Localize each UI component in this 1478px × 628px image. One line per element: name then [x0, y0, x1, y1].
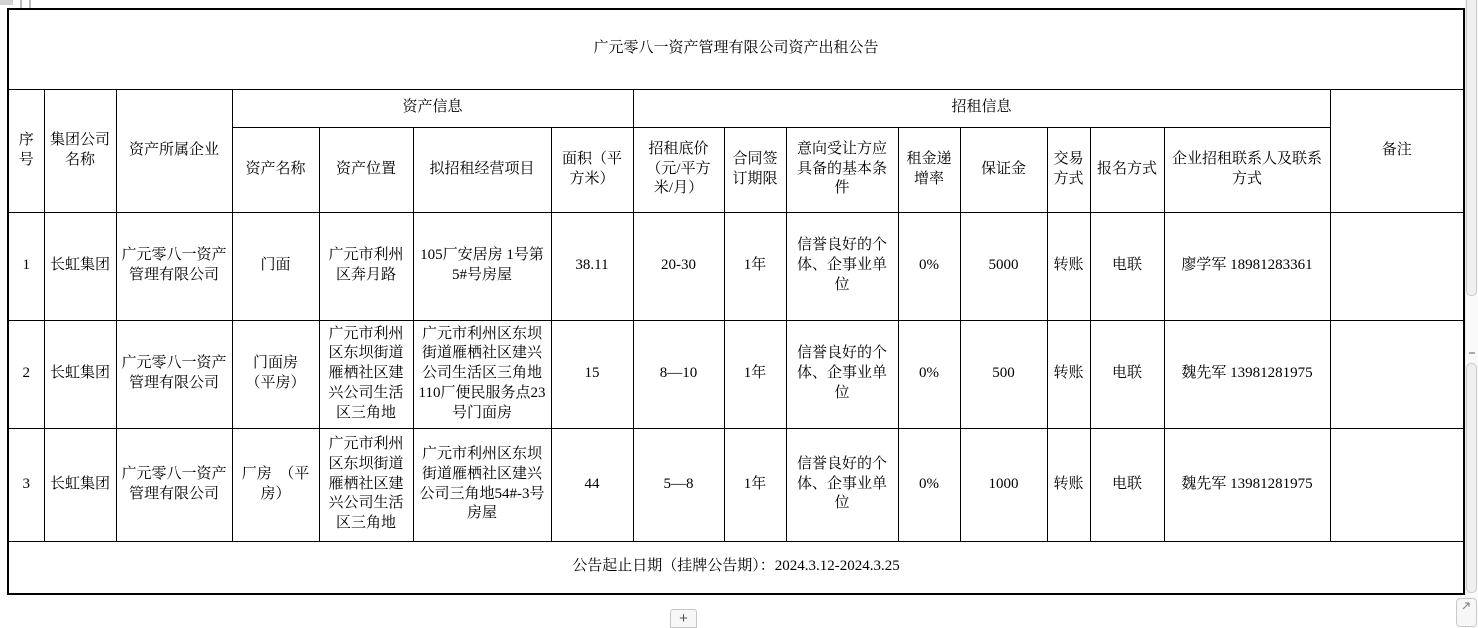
cell-base-price: 8—10: [633, 320, 724, 428]
scroll-artifact-line: [20, 0, 22, 8]
cell-group-company: 长虹集团: [44, 428, 116, 541]
table-row: [8, 212, 1464, 320]
scroll-artifact-top-left: [0, 0, 13, 5]
cell-remark: [1330, 320, 1464, 428]
cell-planned-business: 广元市利州区东坝街道雁栖社区建兴公司生活区三角地110厂便民服务点23号门面房: [413, 320, 551, 428]
cell-planned-business: 广元市利州区东坝街道雁栖社区建兴公司三角地54#-3号房屋: [413, 428, 551, 541]
scrollbar-thumb[interactable]: [1466, 363, 1477, 593]
header-contract-term: 合同签订期限: [724, 127, 786, 212]
header-registration-method: 报名方式: [1090, 127, 1164, 212]
cell-asset-name: 门面房 （平房）: [232, 320, 319, 428]
cell-area: 15: [551, 320, 633, 428]
cell-contact: 魏先军 13981281975: [1164, 428, 1330, 541]
rental-announcement-table: [7, 8, 1465, 595]
cell-area: 38.11: [551, 212, 633, 320]
header-contact: 企业招租联系人及联系方式: [1164, 127, 1330, 212]
header-rent-increase-rate: 租金递增率: [898, 127, 960, 212]
cell-group-company: 长虹集团: [44, 212, 116, 320]
cell-remark: [1330, 212, 1464, 320]
header-transferee-conditions: 意向受让方应具备的基本条件: [786, 127, 898, 212]
cell-asset-name: 门面: [232, 212, 319, 320]
cell-rent-increase-rate: 0%: [898, 428, 960, 541]
cell-base-price: 5—8: [633, 428, 724, 541]
header-owner-enterprise: 资产所属企业: [116, 89, 232, 212]
footer-row: [8, 541, 1464, 594]
header-area: 面积（平方米）: [551, 127, 633, 212]
diagonal-resize-arrow-icon: [1462, 601, 1471, 610]
cell-group-company: 长虹集团: [44, 320, 116, 428]
cell-registration-method: 电联: [1090, 320, 1164, 428]
header-asset-name: 资产名称: [232, 127, 319, 212]
header-rental-info-group: 招租信息: [633, 89, 1330, 127]
cell-seq: 2: [8, 320, 44, 428]
cell-asset-location: 广元市利州区东坝街道雁栖社区建兴公司生活区三角地: [319, 428, 413, 541]
header-asset-location: 资产位置: [319, 127, 413, 212]
cell-transaction-method: 转账: [1047, 428, 1090, 541]
cell-rent-increase-rate: 0%: [898, 320, 960, 428]
header-group-company: 集团公司名称: [44, 89, 116, 212]
table-row: [8, 428, 1464, 541]
cell-owner-enterprise: 广元零八一资产管理有限公司: [116, 320, 232, 428]
cell-transaction-method: 转账: [1047, 212, 1090, 320]
table-row: [8, 320, 1464, 428]
cell-deposit: 1000: [960, 428, 1047, 541]
header-remark: 备注: [1330, 89, 1464, 212]
cell-transaction-method: 转账: [1047, 320, 1090, 428]
cell-registration-method: 电联: [1090, 212, 1164, 320]
add-sheet-button[interactable]: +: [670, 609, 697, 628]
header-transaction-method: 交易方式: [1047, 127, 1090, 212]
announcement-period-note: 公告起止日期（挂牌公告期）：2024.3.12-2024.3.25: [8, 541, 1464, 594]
cell-planned-business: 105厂安居房 1号第 5#号房屋: [413, 212, 551, 320]
vertical-scrollbar[interactable]: [1465, 0, 1478, 628]
cell-remark: [1330, 428, 1464, 541]
cell-contract-term: 1年: [724, 212, 786, 320]
cell-base-price: 20-30: [633, 212, 724, 320]
header-base-price: 招租底价（元/平方米/月）: [633, 127, 724, 212]
cell-registration-method: 电联: [1090, 428, 1164, 541]
cell-deposit: 500: [960, 320, 1047, 428]
cell-rent-increase-rate: 0%: [898, 212, 960, 320]
cell-asset-location: 广元市利州区奔月路: [319, 212, 413, 320]
cell-deposit: 5000: [960, 212, 1047, 320]
cell-transferee-conditions: 信誉良好的个体、企事业单位: [786, 320, 898, 428]
cell-transferee-conditions: 信誉良好的个体、企事业单位: [786, 428, 898, 541]
cell-contract-term: 1年: [724, 428, 786, 541]
header-group-row: [8, 89, 1464, 127]
header-asset-info-group: 资产信息: [232, 89, 633, 127]
header-seq: 序号: [8, 89, 44, 212]
cell-area: 44: [551, 428, 633, 541]
cell-owner-enterprise: 广元零八一资产管理有限公司: [116, 212, 232, 320]
scroll-artifact-line: [29, 0, 31, 8]
cell-contract-term: 1年: [724, 320, 786, 428]
cell-seq: 3: [8, 428, 44, 541]
cell-seq: 1: [8, 212, 44, 320]
cell-owner-enterprise: 广元零八一资产管理有限公司: [116, 428, 232, 541]
page-title: 广元零八一资产管理有限公司资产出租公告: [8, 9, 1464, 89]
header-deposit: 保证金: [960, 127, 1047, 212]
cell-asset-name: 厂房 （平房）: [232, 428, 319, 541]
cell-asset-location: 广元市利州区东坝街道雁栖社区建兴公司生活区三角地: [319, 320, 413, 428]
cell-contact: 廖学军 18981283361: [1164, 212, 1330, 320]
scrollbar-thumb[interactable]: [1466, 0, 1477, 296]
header-planned-business: 拟招租经营项目: [413, 127, 551, 212]
scrollbar-marker: [1469, 352, 1475, 354]
title-row: [8, 9, 1464, 89]
scroll-corner-button[interactable]: [1456, 598, 1477, 627]
cell-contact: 魏先军 13981281975: [1164, 320, 1330, 428]
cell-transferee-conditions: 信誉良好的个体、企事业单位: [786, 212, 898, 320]
